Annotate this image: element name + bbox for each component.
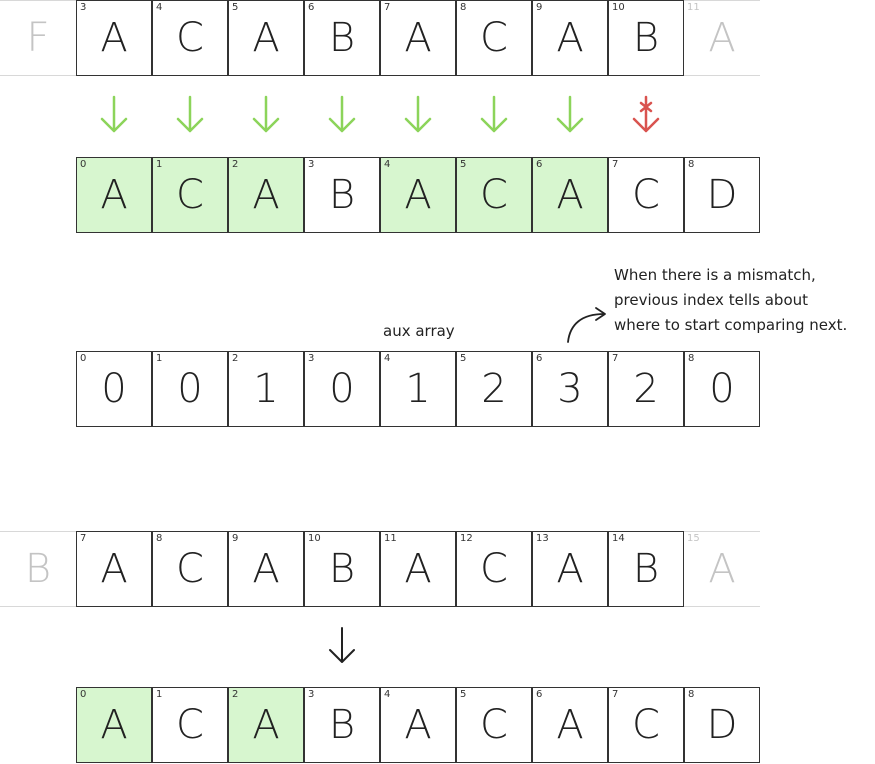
pattern-cell-matched bbox=[228, 687, 304, 763]
cell-index: 5 bbox=[460, 353, 467, 364]
cell-char: A bbox=[404, 172, 432, 218]
text-cell-left-edge bbox=[0, 0, 76, 76]
text-cell bbox=[304, 531, 380, 607]
arrow-down-icon bbox=[479, 95, 509, 135]
cell-char: C bbox=[632, 172, 660, 218]
cell-char: D bbox=[706, 172, 738, 218]
cell-char: A bbox=[100, 15, 128, 61]
aux-array-row bbox=[0, 351, 875, 427]
pattern-cell-matched bbox=[532, 157, 608, 233]
text-cell bbox=[152, 531, 228, 607]
pattern-row-1 bbox=[0, 157, 875, 233]
cell-char: C bbox=[480, 172, 508, 218]
cell-index: 4 bbox=[156, 2, 163, 13]
text-cell bbox=[304, 0, 380, 76]
pattern-cell-matched bbox=[228, 157, 304, 233]
mismatch-arrow-icon bbox=[631, 95, 661, 135]
cell-char: A bbox=[404, 702, 432, 748]
cell-char: B bbox=[328, 172, 356, 218]
pattern-cell bbox=[380, 687, 456, 763]
cell-index: 2 bbox=[232, 353, 239, 364]
cell-index: 0 bbox=[80, 353, 87, 364]
text-cell bbox=[76, 531, 152, 607]
cell-index: 7 bbox=[80, 533, 87, 544]
text-cell-left-edge bbox=[0, 531, 76, 607]
cell-char: B bbox=[24, 546, 52, 592]
cell-char: A bbox=[252, 172, 280, 218]
cell-index: 4 bbox=[384, 159, 391, 170]
cell-index: 9 bbox=[536, 2, 543, 13]
text-cell bbox=[456, 531, 532, 607]
cell-char: A bbox=[404, 15, 432, 61]
text-cell bbox=[152, 0, 228, 76]
arrow-down-icon bbox=[99, 95, 129, 135]
note-line: When there is a mismatch, bbox=[614, 266, 816, 284]
cell-index: 5 bbox=[460, 159, 467, 170]
aux-array-label: aux array bbox=[383, 322, 455, 340]
cell-value: 0 bbox=[101, 366, 127, 412]
aux-cell bbox=[304, 351, 380, 427]
cell-char: A bbox=[252, 702, 280, 748]
cell-index: 8 bbox=[688, 159, 695, 170]
cell-char: A bbox=[556, 702, 584, 748]
cell-value: 2 bbox=[481, 366, 507, 412]
cell-index: 2 bbox=[232, 159, 239, 170]
cell-char: B bbox=[632, 546, 660, 592]
cell-value: 2 bbox=[633, 366, 659, 412]
cell-index: 8 bbox=[688, 353, 695, 364]
pattern-cell bbox=[684, 687, 760, 763]
pattern-cell bbox=[152, 687, 228, 763]
cell-value: 0 bbox=[709, 366, 735, 412]
cell-index: 5 bbox=[460, 689, 467, 700]
text-cell-right-edge bbox=[684, 531, 760, 607]
pattern-row-2 bbox=[0, 687, 875, 763]
note-line: previous index tells about bbox=[614, 291, 809, 309]
pattern-cell-matched bbox=[76, 687, 152, 763]
cell-char: B bbox=[328, 546, 356, 592]
cell-char: A bbox=[100, 546, 128, 592]
cell-char: B bbox=[328, 15, 356, 61]
cell-char: A bbox=[556, 15, 584, 61]
cell-index: 4 bbox=[384, 689, 391, 700]
text-cell bbox=[608, 0, 684, 76]
cell-index: 6 bbox=[536, 689, 543, 700]
cell-char: A bbox=[556, 546, 584, 592]
cell-char: C bbox=[176, 172, 204, 218]
cell-index: 1 bbox=[156, 689, 163, 700]
arrow-down-icon bbox=[327, 626, 357, 666]
arrow-down-icon bbox=[555, 95, 585, 135]
cell-index: 7 bbox=[612, 353, 619, 364]
text-cell bbox=[380, 0, 456, 76]
cell-char: B bbox=[328, 702, 356, 748]
cell-char: A bbox=[556, 172, 584, 218]
cell-index: 11 bbox=[384, 533, 397, 544]
arrow-down-icon bbox=[327, 95, 357, 135]
cell-index: 14 bbox=[612, 533, 625, 544]
cell-index: 10 bbox=[612, 2, 625, 13]
cell-index: 6 bbox=[536, 159, 543, 170]
cell-index: 7 bbox=[612, 159, 619, 170]
cell-char: C bbox=[176, 15, 204, 61]
text-cell bbox=[456, 0, 532, 76]
cell-index: 0 bbox=[80, 159, 87, 170]
cell-char: C bbox=[632, 702, 660, 748]
cell-index: 7 bbox=[612, 689, 619, 700]
cell-char: A bbox=[404, 546, 432, 592]
aux-cell bbox=[76, 351, 152, 427]
text-cell bbox=[608, 531, 684, 607]
cell-char: C bbox=[176, 702, 204, 748]
cell-value: 3 bbox=[557, 366, 583, 412]
cell-char: C bbox=[480, 15, 508, 61]
cell-index: 8 bbox=[460, 2, 467, 13]
cell-char: C bbox=[480, 546, 508, 592]
pattern-cell-matched bbox=[76, 157, 152, 233]
cell-char: A bbox=[252, 546, 280, 592]
cell-index: 13 bbox=[536, 533, 549, 544]
cell-index: 12 bbox=[460, 533, 473, 544]
curved-arrow-icon bbox=[562, 300, 612, 346]
cell-index: 15 bbox=[687, 533, 700, 544]
pattern-cell bbox=[608, 687, 684, 763]
cell-index: 1 bbox=[156, 159, 163, 170]
pattern-cell bbox=[304, 687, 380, 763]
aux-cell bbox=[228, 351, 304, 427]
arrow-down-icon bbox=[403, 95, 433, 135]
cell-char: A bbox=[708, 546, 736, 592]
cell-char: B bbox=[632, 15, 660, 61]
cell-index: 7 bbox=[384, 2, 391, 13]
text-cell bbox=[228, 0, 304, 76]
pattern-cell-matched bbox=[380, 157, 456, 233]
pattern-cell-matched bbox=[152, 157, 228, 233]
cell-char: A bbox=[100, 172, 128, 218]
pattern-cell bbox=[608, 157, 684, 233]
cell-char: A bbox=[100, 702, 128, 748]
cell-index: 0 bbox=[80, 689, 87, 700]
cell-char: C bbox=[480, 702, 508, 748]
text-cell bbox=[76, 0, 152, 76]
cell-index: 3 bbox=[308, 353, 315, 364]
text-row-1 bbox=[0, 0, 875, 76]
cell-index: 1 bbox=[156, 353, 163, 364]
cell-index: 6 bbox=[536, 353, 543, 364]
cell-char: F bbox=[26, 15, 50, 61]
text-cell bbox=[380, 531, 456, 607]
cell-index: 9 bbox=[232, 533, 239, 544]
text-cell-right-edge bbox=[684, 0, 760, 76]
text-cell bbox=[228, 531, 304, 607]
cell-value: 0 bbox=[329, 366, 355, 412]
pattern-cell bbox=[684, 157, 760, 233]
cell-index: 5 bbox=[232, 2, 239, 13]
cell-char: A bbox=[252, 15, 280, 61]
aux-cell bbox=[532, 351, 608, 427]
cell-index: 3 bbox=[308, 689, 315, 700]
cell-index: 4 bbox=[384, 353, 391, 364]
pattern-cell bbox=[456, 687, 532, 763]
aux-cell bbox=[684, 351, 760, 427]
pattern-cell bbox=[304, 157, 380, 233]
cell-index: 2 bbox=[232, 689, 239, 700]
note-line: where to start comparing next. bbox=[614, 316, 848, 334]
text-row-2 bbox=[0, 531, 875, 607]
cell-index: 6 bbox=[308, 2, 315, 13]
arrow-down-icon bbox=[251, 95, 281, 135]
cell-value: 1 bbox=[405, 366, 431, 412]
arrow-down-icon bbox=[175, 95, 205, 135]
aux-cell bbox=[152, 351, 228, 427]
aux-cell bbox=[456, 351, 532, 427]
cell-value: 1 bbox=[253, 366, 279, 412]
cell-index: 3 bbox=[308, 159, 315, 170]
cell-value: 0 bbox=[177, 366, 203, 412]
aux-cell bbox=[608, 351, 684, 427]
text-cell bbox=[532, 0, 608, 76]
cell-index: 3 bbox=[80, 2, 87, 13]
pattern-cell bbox=[532, 687, 608, 763]
cell-index: 8 bbox=[688, 689, 695, 700]
cell-index: 8 bbox=[156, 533, 163, 544]
text-cell bbox=[532, 531, 608, 607]
cell-index: 11 bbox=[687, 2, 700, 13]
cell-char: A bbox=[708, 15, 736, 61]
cell-char: C bbox=[176, 546, 204, 592]
cell-char: D bbox=[706, 702, 738, 748]
aux-cell bbox=[380, 351, 456, 427]
cell-index: 10 bbox=[308, 533, 321, 544]
pattern-cell-matched bbox=[456, 157, 532, 233]
